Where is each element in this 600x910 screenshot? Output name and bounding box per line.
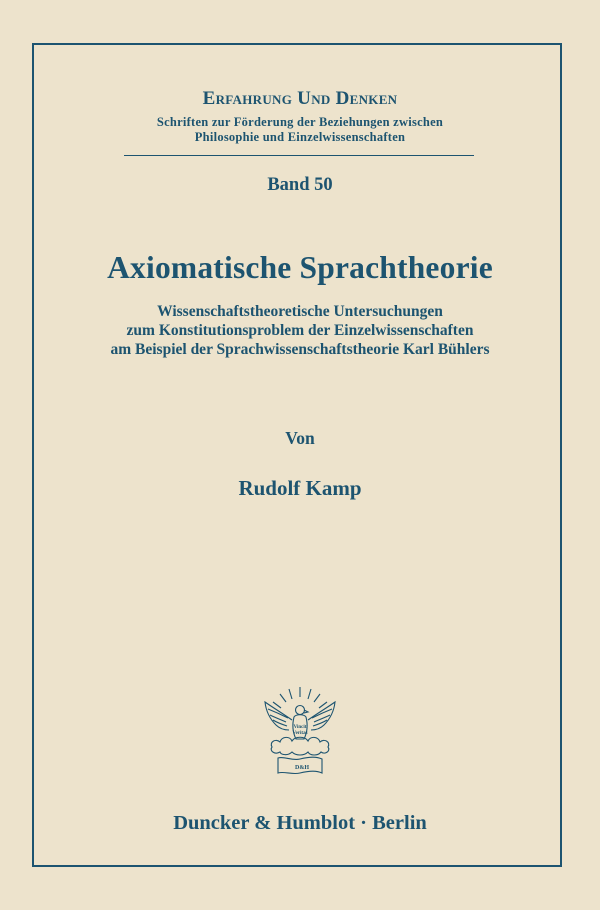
volume-number: Band 50 — [267, 175, 333, 195]
series-subtitle — [0, 115, 600, 145]
by-label: Von — [285, 428, 315, 448]
eagle-emblem-icon — [258, 683, 342, 777]
emblem-motto-line: Veritas — [292, 731, 308, 736]
book-subtitle-line: am Beispiel der Sprachwissenschaftstheorie Karl Bühlers — [110, 341, 490, 358]
publisher-imprint: Duncker & Humblot · Berlin — [173, 812, 427, 834]
series-subtitle-line: Schriften zur Förderung der Beziehungen zwischen — [156, 115, 444, 129]
author-name: Rudolf Kamp — [238, 476, 362, 500]
series-divider — [124, 155, 474, 156]
book-title: Axiomatische Sprachtheorie — [107, 250, 493, 285]
book-subtitle-line: Wissenschaftstheoretische Untersuchungen — [157, 303, 443, 320]
book-subtitle-line: zum Konstitutionsproblem der Einzelwissenschaften — [126, 322, 474, 339]
series-subtitle-line: Philosophie und Einzelwissenschaften — [194, 130, 406, 144]
emblem-initials: D&H — [295, 765, 309, 771]
series-title: Erfahrung Und Denken — [202, 88, 398, 109]
emblem-motto-line: Vincit — [293, 725, 307, 730]
book-subtitle — [0, 302, 600, 359]
